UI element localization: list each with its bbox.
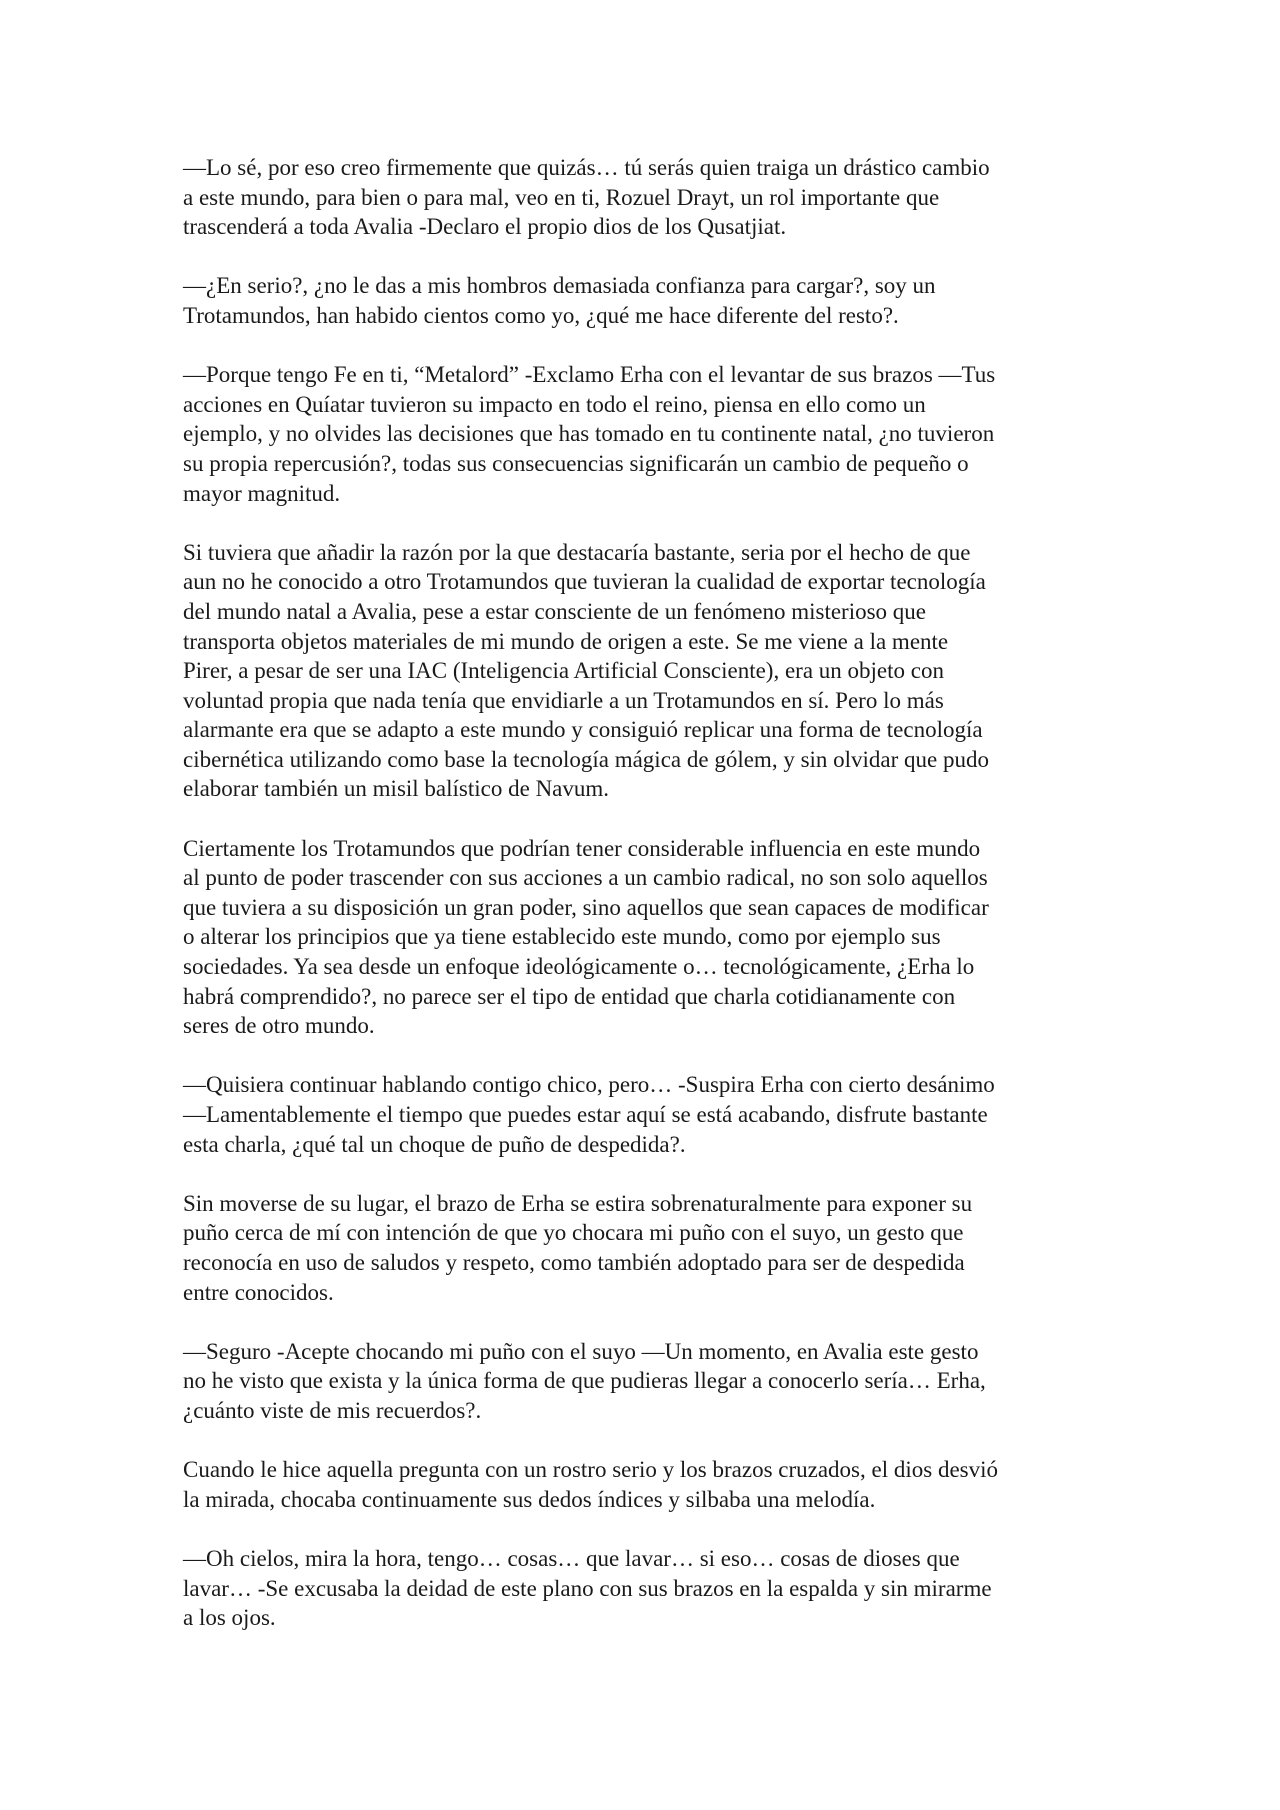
body-text [183, 153, 1103, 1662]
paragraph-7: Sin moverse de su lugar, el brazo de Erha se estira sobrenaturalmente para exponer su puño cerca de mí con intención de que yo chocara mi puño con el suyo, un gesto que reconocía en uso de saludos y respeto, como también adoptado para ser de despedida entre conocidos. [183, 1190, 973, 1305]
paragraph-4: Si tuviera que añadir la razón por la que destacaría bastante, seria por el hecho de que aun no he conocido a otro Trotamundos que tuvieran la cualidad de exportar tecnología del mundo natal a Avalia, pese a estar consciente de un fenómeno misterioso que transporta objetos materiales de mi mundo de origen a este. Se me viene a la mente Pirer, a pesar de ser una IAC (Inteligencia Artificial Consciente), era un objeto con voluntad propia que nada tenía que envidiarle a un Trotamundos en sí. Pero lo más alarmante era que se adapto a este mundo y consiguió replicar una forma de tecnología cibernética utilizando como base la tecnología mágica de gólem, y sin olvidar que pudo elaborar también un misil balístico de Navum. [183, 539, 990, 802]
paragraph-2: —¿En serio?, ¿no le das a mis hombros demasiada confianza para cargar?, soy un Trotamundos, han habido cientos como yo, ¿qué me hace diferente del resto?. [183, 273, 936, 328]
paragraph-9: Cuando le hice aquella pregunta con un rostro serio y los brazos cruzados, el dios desvió la mirada, chocaba continuamente sus dedos índices y silbaba una melodía. [183, 1457, 998, 1512]
paragraph-3: —Porque tengo Fe en ti, “Metalord” -Exclamo Erha con el levantar de sus brazos —Tus acciones en Quíatar tuvieron su impacto en todo el reino, piensa en ello como un ejemplo, y no olvides las decisiones que has tomado en tu continente natal, ¿no tuvieron su propia repercusión?, todas sus consecuencias significarán un cambio de pequeño o mayor magnitud. [183, 362, 996, 506]
paragraph-1: —Lo sé, por eso creo firmemente que quizás… tú serás quien traiga un drástico cambio a este mundo, para bien o para mal, veo en ti, Rozuel Drayt, un rol importante que trascenderá a toda Avalia -Declaro el propio dios de los Qusatjiat. [183, 155, 990, 240]
paragraph-5: Ciertamente los Trotamundos que podrían tener considerable influencia en este mundo al punto de poder trascender con sus acciones a un cambio radical, no son solo aquellos que tuviera a su disposición un gran poder, sino aquellos que sean capaces de modificar o alterar los principios que ya tiene establecido este mundo, como por ejemplo sus sociedades. Ya sea desde un enfoque ideológicamente o… tecnológicamente, ¿Erha lo habrá comprendido?, no parece ser el tipo de entidad que charla cotidianamente con seres de otro mundo. [183, 835, 989, 1039]
paragraph-6: —Quisiera continuar hablando contigo chico, pero… -Suspira Erha con cierto desánimo —Lamentablemente el tiempo que puedes estar aquí se está acabando, disfrute bastante esta charla, ¿qué tal un choque de puño de despedida?. [183, 1072, 995, 1157]
paragraph-10: —Oh cielos, mira la hora, tengo… cosas… que lavar… si eso… cosas de dioses que lavar… -Se excusaba la deidad de este plano con sus brazos en la espalda y sin mirarme a los ojos. [183, 1545, 992, 1631]
paragraph-8: —Seguro -Acepte chocando mi puño con el suyo —Un momento, en Avalia este gesto no he visto que exista y la única forma de que pudieras llegar a conocerlo sería… Erha, ¿cuánto viste de mis recuerdos?. [183, 1338, 986, 1423]
